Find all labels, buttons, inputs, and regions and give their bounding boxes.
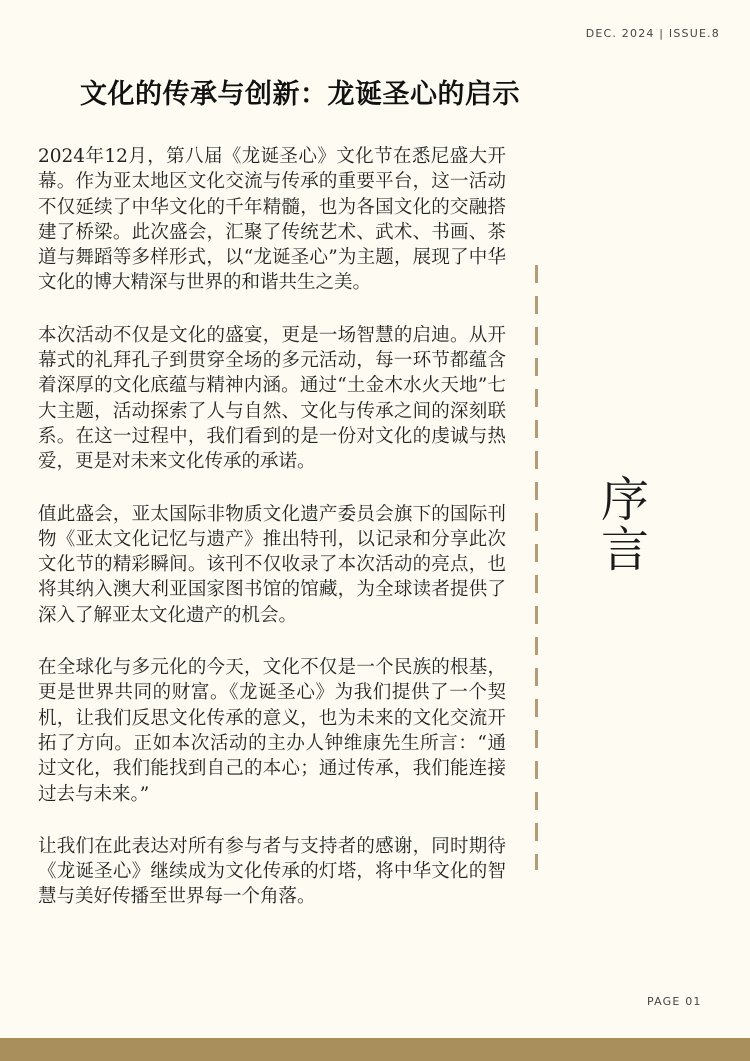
paragraph-3: 值此盛会，亚太国际非物质文化遗产委员会旗下的国际刊物《亚太文化记忆与遗产》推出特刊，以记录和分享此次文化节的精彩瞬间。该刊不仅收录了本次活动的亮点，也将其纳入澳大利亚国家图书馆的馆藏，为全球读者提供了深入了解亚太文化遗产的机会。 — [38, 503, 506, 626]
paragraph-2: 本次活动不仅是文化的盛宴，更是一场智慧的启迪。从开幕式的礼拜孔子到贯穿全场的多元活动，每一环节都蕴含着深厚的文化底蕴与精神内涵。通过“土金木水火天地”七大主题，活动探索了人与自然、文化与传承之间的深刻联系。在这一过程中，我们看到的是一份对文化的虔诚与热爱，更是对未来文化传承的承诺。 — [38, 324, 506, 473]
issue-label: DEC. 2024 | ISSUE.8 — [585, 27, 720, 40]
paragraph-4: 在全球化与多元化的今天，文化不仅是一个民族的根基，更是世界共同的财富。《龙诞圣心》为我们提供了一个契机，让我们反思文化传承的意义，也为未来的文化交流开拓了方向。正如本次活动的主办人钟维康先生所言：“通过文化，我们能找到自己的本心；通过传承，我们能连接过去与未来。” — [38, 657, 506, 805]
section-label: 序言 — [600, 472, 649, 578]
dashed-divider — [535, 265, 538, 870]
article-body — [38, 144, 506, 937]
page-title: 文化的传承与创新：龙诞圣心的启示 — [80, 79, 520, 110]
page-number: PAGE 01 — [647, 995, 702, 1008]
paragraph-5: 让我们在此表达对所有参与者与支持者的感谢，同时期待《龙诞圣心》继续成为文化传承的灯塔，将中华文化的智慧与美好传播至世界每一个角落。 — [38, 835, 506, 908]
footer-bar — [0, 1038, 750, 1061]
paragraph-1: 2024年12月，第八届《龙诞圣心》文化节在悉尼盛大开幕。作为亚太地区文化交流与传承的重要平台，这一活动不仅延续了中华文化的千年精髓，也为各国文化的交融搭建了桥梁。此次盛会，汇聚了传统艺术、武术、书画、茶道与舞蹈等多样形式，以“龙诞圣心”为主题，展现了中华文化的博大精深与世界的和谐共生之美。 — [38, 146, 506, 294]
